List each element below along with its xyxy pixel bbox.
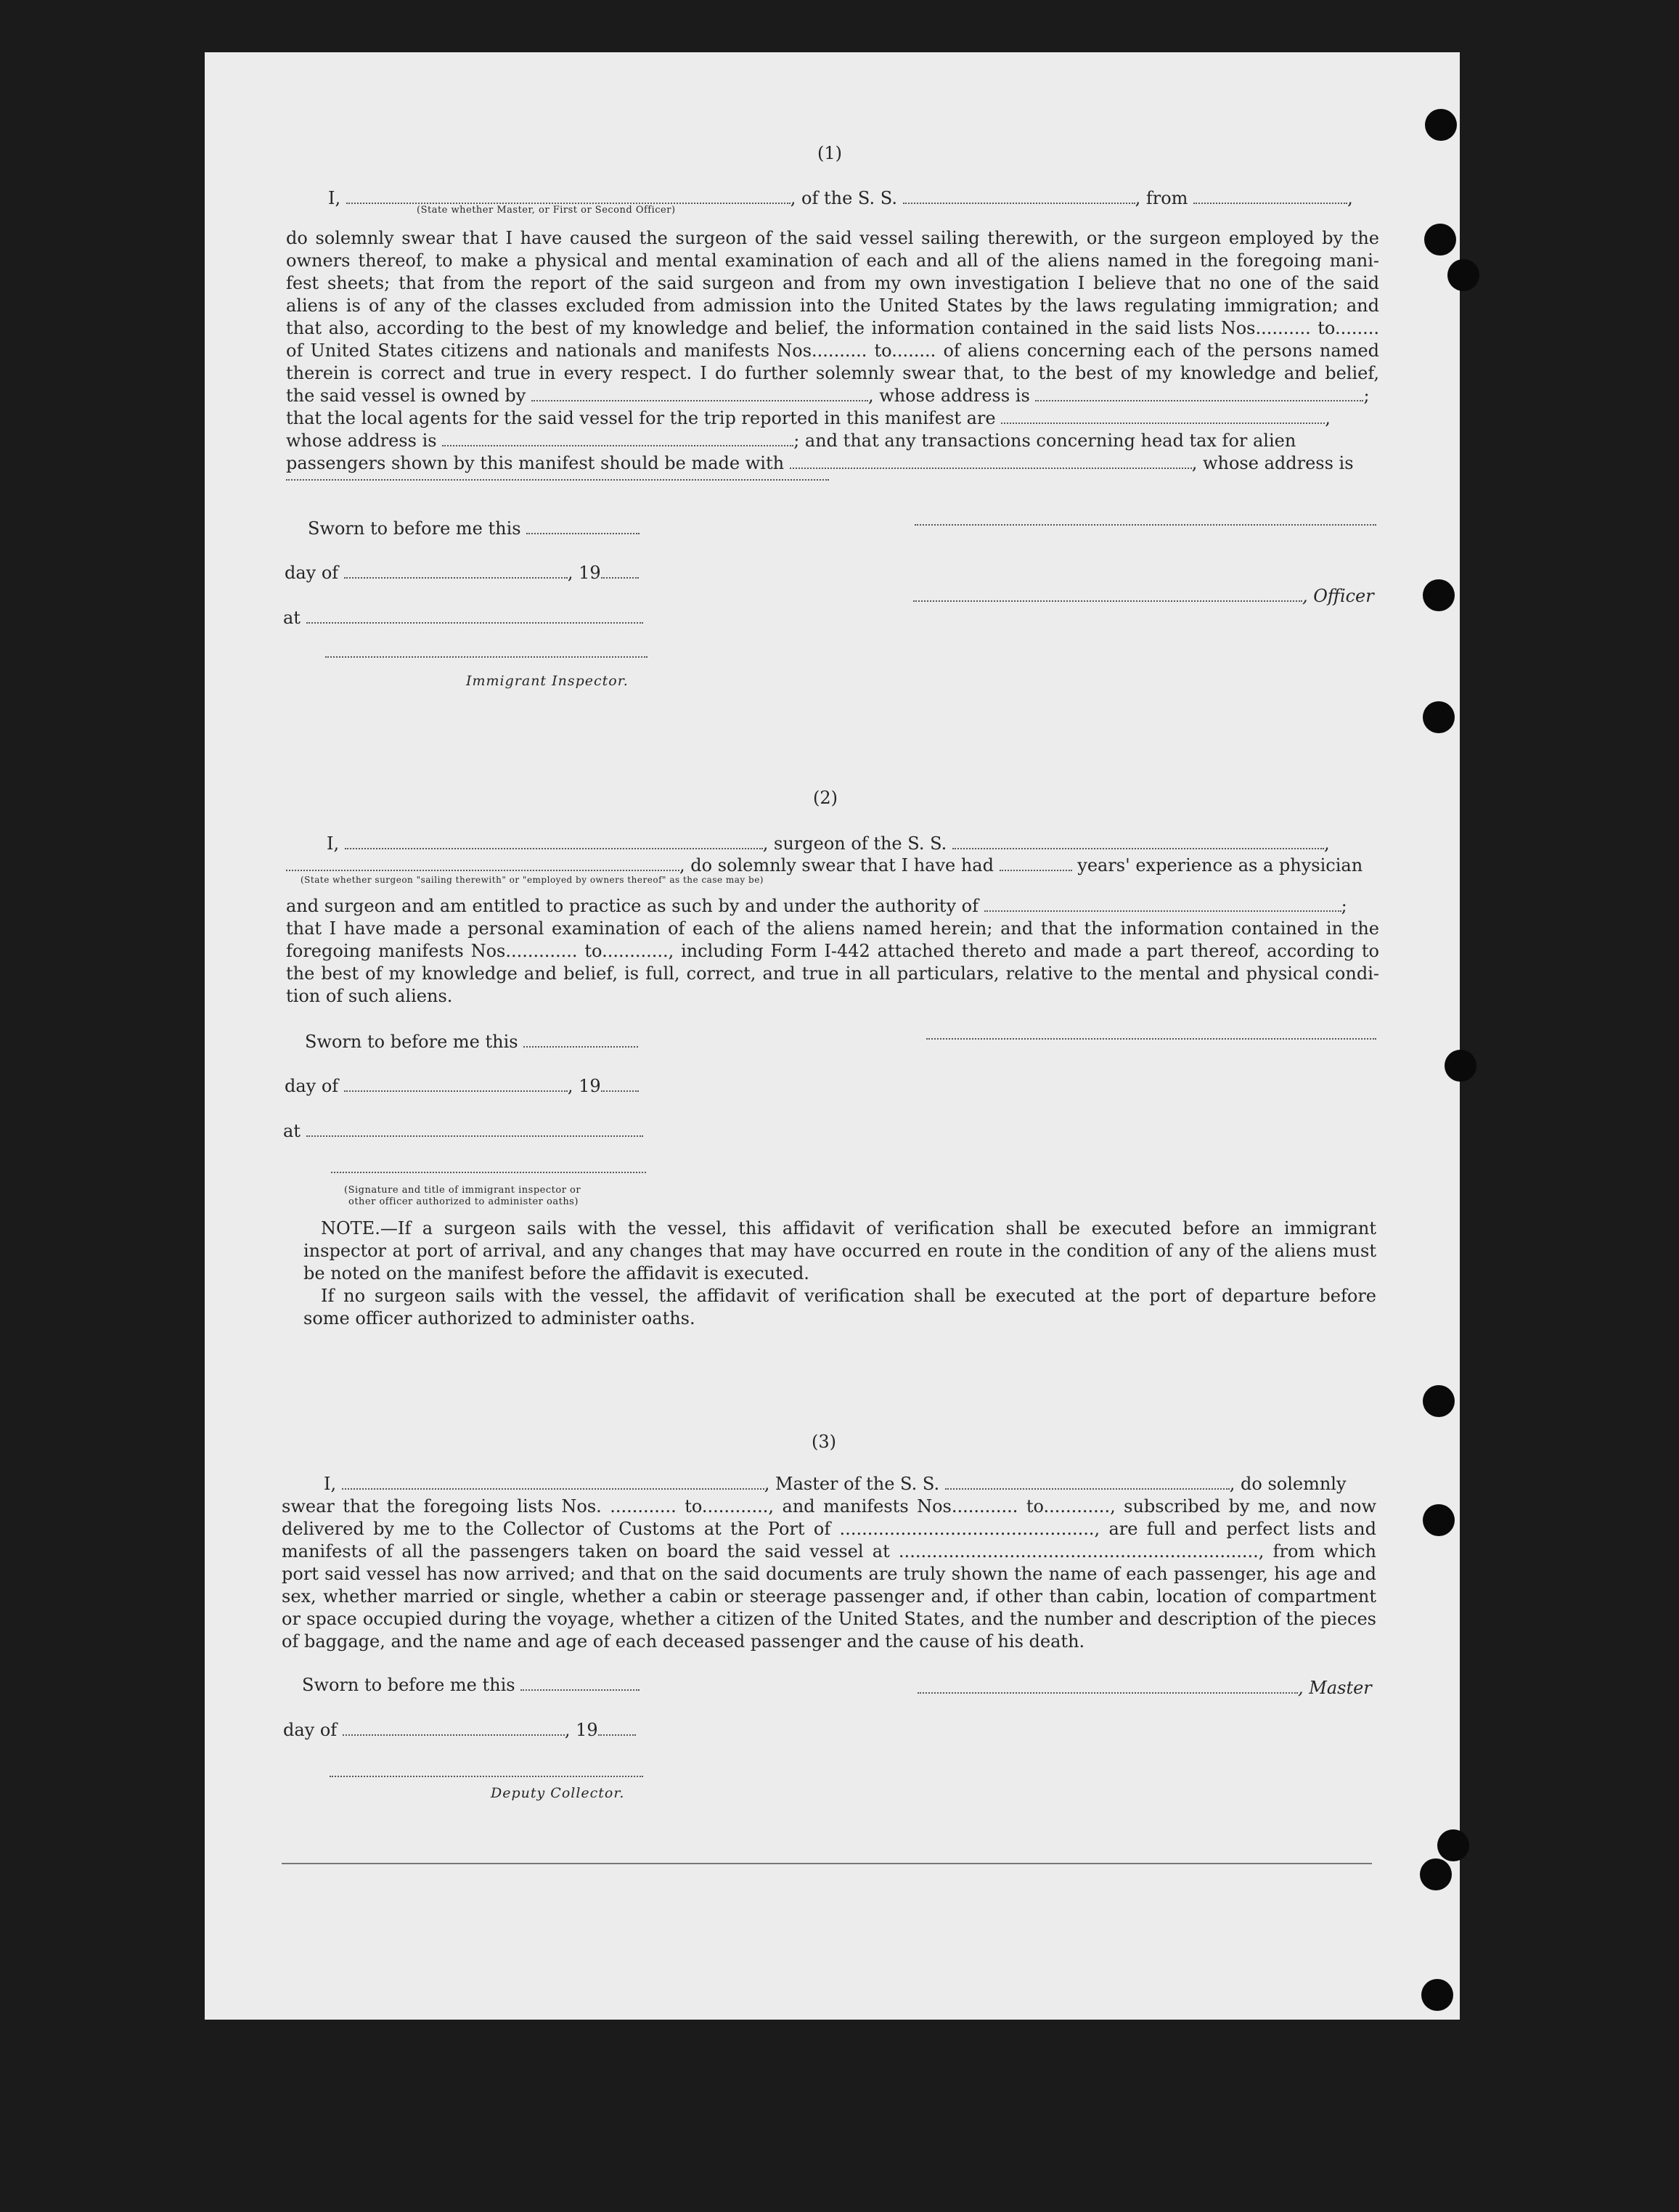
s1-oath-line: therein is correct and true in every respect. I do further solemnly swear that, to the best of my knowledge and belief, (286, 363, 1379, 383)
binder-hole (1421, 1979, 1453, 2011)
binder-hole (1423, 1504, 1455, 1536)
s2-oath-line: foregoing manifests Nos............. to............, including Form I-442 attached thereto and made a part thereof, according to (286, 941, 1379, 961)
binder-hole (1447, 259, 1479, 291)
s1-officer-label: , Officer (913, 585, 1374, 608)
s3-master-signature-field[interactable] (918, 1678, 1298, 1694)
binder-hole (1424, 224, 1456, 256)
s1-oath-line: aliens is of any of the classes excluded from admission into the United States by the laws regulating immigration; and (286, 295, 1379, 316)
binder-hole (1423, 1385, 1455, 1417)
s2-sworn-day-field[interactable] (523, 1032, 638, 1048)
s1-address-continuation-field[interactable] (286, 479, 829, 481)
s2-inspector-signature-field[interactable] (331, 1172, 646, 1173)
vessel-name-field[interactable] (903, 189, 1135, 204)
s2-status-note: (State whether surgeon "sailing therewith" or "employed by owners thereof" as the case may be) (301, 875, 764, 885)
s1-month-field[interactable] (344, 563, 568, 579)
s3-master-name-field[interactable] (342, 1474, 764, 1490)
s3-collector-signature-field[interactable] (330, 1776, 643, 1777)
binder-hole (1445, 1050, 1476, 1082)
s2-note-paragraph (303, 1217, 1376, 1285)
section-3-number: (3) (812, 1432, 836, 1452)
s3-sworn-label: Sworn to before me this (302, 1674, 640, 1697)
s3-oath-paragraph (282, 1495, 1376, 1653)
binder-hole (1423, 701, 1455, 733)
s2-note-line: NOTE.—If a surgeon sails with the vessel, this affidavit of verification shall be executed before an immigrant (321, 1218, 1376, 1238)
s1-passengers-line: passengers shown by this manifest should be made with , whose address is (286, 453, 1354, 473)
s1-place-field[interactable] (306, 608, 643, 624)
s1-inspector-signature-field[interactable] (325, 656, 648, 658)
s2-at-label: at (283, 1120, 643, 1143)
s3-oath-line: delivered by me to the Collector of Customs at the Port of .............................................., are full and perfect lists and (282, 1519, 1376, 1539)
binder-hole (1423, 579, 1455, 611)
s2-vessel-field[interactable] (952, 834, 1324, 849)
binder-hole (1425, 109, 1457, 141)
s1-owned-line: the said vessel is owned by , whose address is ; (286, 385, 1370, 406)
s3-day-of-label: day of , 19 (283, 1719, 636, 1742)
s2-status-field[interactable] (286, 856, 679, 871)
s2-note2-paragraph (303, 1285, 1376, 1330)
s3-sworn-day-field[interactable] (520, 1676, 640, 1691)
s3-year-field[interactable] (598, 1721, 636, 1736)
s1-oath-paragraph (286, 227, 1379, 385)
s2-authority-field[interactable] (984, 897, 1341, 912)
s2-surgeon-line: I, , surgeon of the S. S. , (327, 833, 1330, 854)
binder-hole (1420, 1858, 1452, 1890)
s2-note2-line: some officer authorized to administer oaths. (303, 1308, 695, 1329)
head-tax-party-field[interactable] (790, 454, 1192, 469)
s1-oath-line: owners thereof, to make a physical and mental examination of each and all of the aliens named in the foregoing mani- (286, 250, 1379, 271)
s2-oath-line: that I have made a personal examination of each of the aliens named herein; and that the information contained in the (286, 918, 1379, 939)
s2-note-line: inspector at port of arrival, and any changes that may have occurred en route in the condition of any of the aliens must (303, 1241, 1376, 1261)
s3-collector-caption: Deputy Collector. (491, 1785, 625, 1801)
s1-oath-line: of United States citizens and nationals and manifests Nos.......... to........ of aliens concerning each of the persons named (286, 340, 1379, 361)
s2-oath-line: the best of my knowledge and belief, is full, correct, and true in all particulars, relative to the mental and physical condi- (286, 963, 1379, 984)
s1-officer-name-field[interactable] (913, 587, 1302, 602)
bottom-divider (282, 1863, 1372, 1864)
owner-address-field[interactable] (1035, 386, 1363, 401)
s2-authority-line: and surgeon and am entitled to practice as such by and under the authority of ; (286, 896, 1347, 916)
s3-master-line: I, , Master of the S. S. , do solemnly (324, 1474, 1347, 1494)
s2-month-field[interactable] (344, 1077, 568, 1092)
s2-signature-note-1: (Signature and title of immigrant inspector or (344, 1185, 581, 1196)
s2-sworn-label: Sworn to before me this (305, 1031, 638, 1053)
s2-oath-paragraph (286, 918, 1379, 1008)
s1-declarant-line: I, , of the S. S. , from , (328, 188, 1353, 208)
s2-years-field[interactable] (1000, 856, 1072, 871)
section-2-number: (2) (813, 788, 838, 808)
section-1-number: (1) (817, 143, 842, 163)
s1-oath-line: do solemnly swear that I have caused the surgeon of the said vessel sailing therewith, or the surgeon employed by the (286, 228, 1379, 248)
s1-day-of-label: day of , 19 (285, 562, 639, 584)
s2-signature-note-2: other officer authorized to administer oaths) (348, 1196, 579, 1207)
s3-oath-line: of baggage, and the name and age of each deceased passenger and the cause of his death. (282, 1631, 1085, 1652)
s1-sworn-day-field[interactable] (526, 519, 640, 534)
agents-address-field[interactable] (442, 431, 793, 446)
s1-officer-note: (State whether Master, or First or Second Officer) (417, 205, 676, 216)
s3-oath-line: port said vessel has now arrived; and that on the said documents are truly shown the name of each passenger, his age and (282, 1564, 1376, 1584)
s2-surgeon-name-field[interactable] (345, 834, 763, 849)
s2-note-line: be noted on the manifest before the affidavit is executed. (303, 1263, 809, 1283)
local-agents-field[interactable] (1001, 409, 1325, 424)
s2-oath-line: tion of such aliens. (286, 986, 453, 1006)
s1-whose-address-line: whose address is ; and that any transactions concerning head tax for alien (286, 430, 1296, 451)
s1-oath-line: fest sheets; that from the report of the said surgeon and from my own investigation I believe that no one of the said (286, 273, 1379, 293)
s3-oath-line: or space occupied during the voyage, whether a citizen of the United States, and the number and description of the pieces (282, 1609, 1376, 1629)
s1-officer-signature-field[interactable] (915, 524, 1376, 526)
port-from-field[interactable] (1193, 189, 1347, 204)
officer-name-field[interactable] (346, 189, 791, 204)
s3-master-label: , Master (918, 1677, 1372, 1699)
s3-oath-line: sex, whether married or single, whether a cabin or steerage passenger and, if other than cabin, location of compartment (282, 1586, 1376, 1607)
s3-month-field[interactable] (343, 1721, 565, 1736)
s1-year-field[interactable] (601, 563, 639, 579)
s1-oath-line: that also, according to the best of my knowledge and belief, the information contained in the said lists Nos.......... to........ (286, 318, 1379, 338)
s2-surgeon-signature-field[interactable] (926, 1038, 1376, 1040)
s1-at-label: at (283, 607, 643, 629)
s3-oath-line: manifests of all the passengers taken on board the said vessel at ................................................................., from which (282, 1541, 1376, 1562)
s1-agents-line: that the local agents for the said vessel for the trip reported in this manifest are , (286, 408, 1331, 428)
s2-place-field[interactable] (306, 1122, 643, 1137)
binder-hole (1437, 1829, 1469, 1861)
s2-year-field[interactable] (601, 1077, 639, 1092)
s3-oath-line: swear that the foregoing lists Nos. ............ to............, and manifests Nos............ to............, subscribed by me, and now (282, 1496, 1376, 1517)
s2-experience-line: , do solemnly swear that I have had years' experience as a physician (286, 854, 1363, 877)
s1-sworn-label: Sworn to before me this (308, 518, 640, 540)
s3-vessel-field[interactable] (945, 1474, 1230, 1490)
s2-day-of-label: day of , 19 (285, 1075, 639, 1098)
s1-inspector-caption: Immigrant Inspector. (466, 673, 629, 689)
owner-field[interactable] (531, 386, 868, 401)
s2-note2-line: If no surgeon sails with the vessel, the affidavit of verification shall be executed at the port of departure before (321, 1286, 1376, 1306)
